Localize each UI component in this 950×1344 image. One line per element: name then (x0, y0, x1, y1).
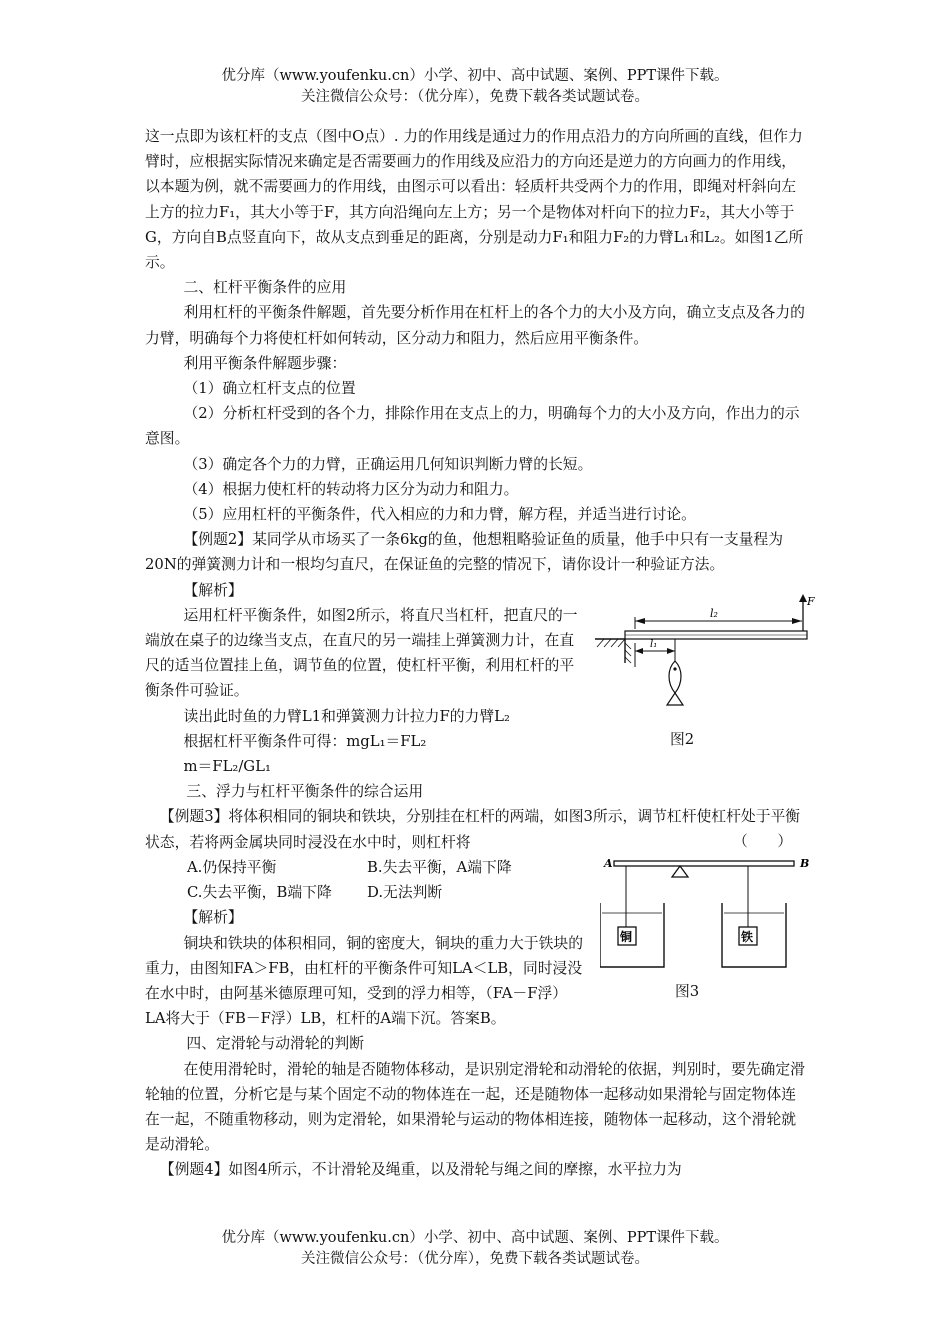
fig2-force-arrowhead (799, 594, 807, 602)
fig3-fulcrum (672, 866, 688, 877)
paragraph-steps-title: 利用平衡条件解题步骤： (183, 354, 347, 372)
section-heading-3: 三、浮力与杠杆平衡条件的综合运用 (186, 783, 424, 801)
step-4: （4）根据力使杠杆的转动将力区分为动力和阻力。 (183, 480, 519, 498)
figure-3-lever-with-beakers (600, 855, 810, 975)
option-a: A.仍保持平衡 (187, 858, 277, 876)
fig3-label-B: B (800, 856, 810, 870)
fig3-label-A: A (604, 856, 613, 870)
example-2-answer-arm: 读出此时鱼的力臂L1和弹簧测力计拉力F的力臂L₂ (183, 707, 510, 725)
step-2: （2）分析杠杆受到的各个力，排除作用在支点上的力，明确每个力的大小及方向，作出力的示意图。 (145, 405, 800, 448)
header-line-1: 优分库（www.youfenku.cn）小学、初中、高中试题、案例、PPT课件下载。 (221, 68, 729, 84)
document-body (145, 124, 815, 1183)
example-2-answer-condition: 根据杠杆平衡条件可得：mgL₁＝FL₂ (183, 732, 427, 750)
fig2-label-l2: l₂ (710, 606, 718, 620)
footer-line-2: 关注微信公众号：（优分库），免费下载各类试题试卷。 (301, 1251, 649, 1267)
figure-2-caption: 图2 (670, 730, 695, 748)
header-line-2: 关注微信公众号：（优分库），免费下载各类试题试卷。 (301, 89, 649, 105)
option-d: D.无法判断 (367, 884, 443, 902)
option-b: B.失去平衡，A端下降 (367, 858, 512, 876)
figure-3-caption: 图3 (675, 982, 700, 1000)
example-3-options-and-answer (145, 855, 810, 1031)
fig2-label-l1: l₁ (650, 638, 658, 650)
step-1: （1）确立杠杆支点的位置 (183, 380, 356, 398)
section-heading-2: 二、杠杆平衡条件的应用 (183, 279, 347, 297)
example-2-answer-text: 运用杠杆平衡条件，如图2所示，将直尺当杠杆，把直尺的一端放在桌子的边缘当支点，在直尺的另一端挂上弹簧测力计，在直尺的适当位置挂上鱼，调节鱼的位置，使杠杆平衡，利用杠杆的平衡条件可验证。 (145, 606, 578, 700)
paragraph-pulley: 在使用滑轮时，滑轮的轴是否随物体移动，是识别定滑轮和动滑轮的依据，判别时，要先确定滑轮轴的位置，分析它是与某个固定不动的物体连在一起，还是随物体一起移动如果滑轮与固定物体连在一起，不随重物移动，则为定滑轮，如果滑轮与运动的物体相连接，随物体一起移动，这个滑轮就是动滑轮。 (145, 1060, 805, 1154)
footer-line-1: 优分库（www.youfenku.cn）小学、初中、高中试题、案例、PPT课件下载。 (221, 1230, 729, 1246)
section-heading-4: 四、定滑轮与动滑轮的判断 (186, 1035, 364, 1053)
fig2-fish-tail (667, 693, 683, 705)
example-3-question: 【例题3】将体积相同的铜块和铁块，分别挂在杠杆的两端，如图3所示，调节杠杆使杠杆处于平衡状态，若将两金属块同时浸没在水中时，则杠杆将 (145, 808, 801, 851)
fig2-fish-body (669, 661, 681, 693)
step-3: （3）确定各个力的力臂，正确运用几何知识判断力臂的长短。 (183, 455, 593, 473)
example-3-question-block (145, 804, 810, 854)
page-header (0, 66, 950, 108)
example-2-question: 【例题2】某同学从市场买了一条6kg的鱼，他想粗略验证鱼的质量，他手中只有一支量程为20N的弹簧测力计和一根均匀直尺，在保证鱼的完整的情况下，请你设计一种验证方法。 (145, 531, 784, 574)
fig3-lever-bar (614, 861, 794, 866)
example-2-answer-block (145, 594, 815, 779)
paragraph-lever-method: 利用杠杆的平衡条件解题，首先要分析作用在杠杆上的各个力的大小及方向，确立支点及各力的力臂，明确每个力将使杠杆如何转动，区分动力和阻力，然后应用平衡条件。 (145, 304, 805, 347)
analysis-label-3: 【解析】 (183, 909, 243, 927)
fig2-label-F: F (807, 594, 815, 608)
example-3-answer-bracket: （ ） (733, 833, 793, 851)
option-c: C.失去平衡，B端下降 (187, 884, 332, 902)
example-4-question: 【例题4】如图4所示，不计滑轮及绳重，以及滑轮与绳之间的摩擦，水平拉力为 (159, 1161, 682, 1179)
fig3-label-copper: 铜 (620, 929, 633, 944)
page-footer (0, 1228, 950, 1270)
example-2-answer-formula: m＝FL₂/GL₁ (183, 758, 271, 776)
step-5: （5）应用杠杆的平衡条件，代入相应的力和力臂，解方程，并适当进行讨论。 (183, 506, 696, 524)
analysis-label: 【解析】 (183, 581, 243, 599)
paragraph-intro: 这一点即为该杠杆的支点（图中O点）. 力的作用线是通过力的作用点沿力的方向所画的直线，但作力臂时，应根据实际情况来确定是否需要画力的作用线及应沿力的方向还是逆力的方向画力的作用线，以本题为例，就不需要画力的作用线，由图示可以看出：轻质杆共受两个力的作用，即绳对杆斜向左上方的拉力F₁，其大小等于F，其方向沿绳向左上方；另一个是物体对杆向下的拉力F₂，其大小等于G，方向自B点竖直向下，故从支点到垂足的距离，分别是动力F₁和阻力F₂的力臂L₁和L₂。如图1乙所示。 (145, 128, 804, 272)
example-3-answer: 铜块和铁块的体积相同，铜的密度大，铜块的重力大于铁块的重力，由图知FA＞FB，由杠杆的平衡条件可知LA＜LB，同时浸没在水中时，由阿基米德原理可知，受到的浮力相等，（FA－F浮）LA将大于（FB－F浮）LB，杠杆的A端下沉。答案B。 (145, 934, 583, 1028)
figure-2-lever-diagram (595, 593, 817, 713)
fig2-fish-eye (673, 667, 676, 670)
fig3-label-iron: 铁 (741, 929, 754, 944)
